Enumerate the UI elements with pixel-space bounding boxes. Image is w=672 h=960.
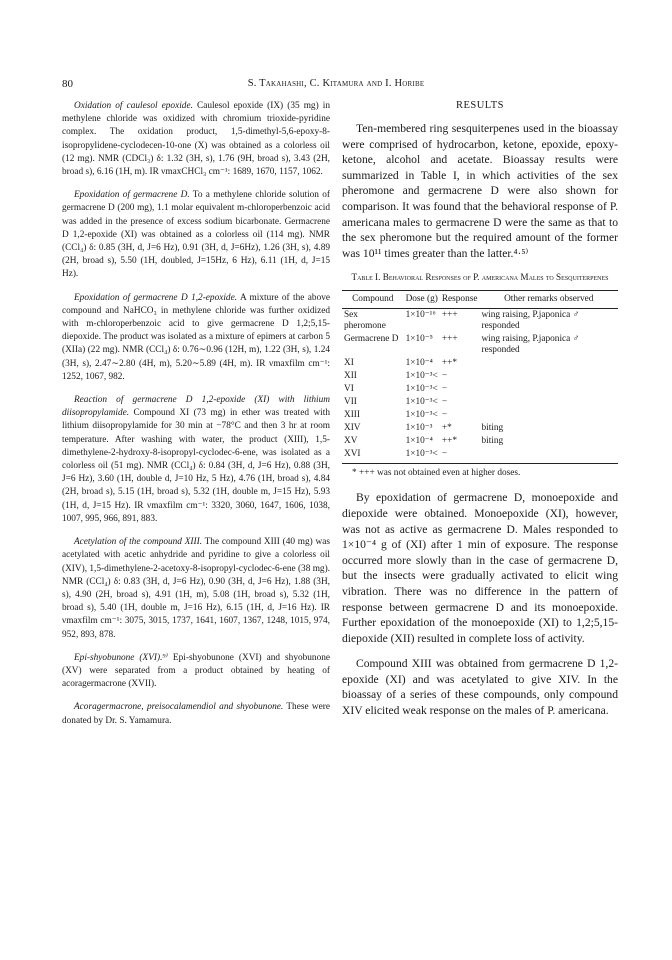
- cell-response: −: [441, 371, 448, 382]
- section-title-results: RESULTS: [455, 100, 505, 111]
- header-remarks: Other remarks observed: [479, 291, 618, 309]
- cell-compound: XV: [344, 436, 358, 447]
- paragraph-heading: Epoxidation of germacrene D.: [74, 190, 190, 201]
- behavioral-responses-table: [342, 290, 618, 464]
- paragraph-text: These were donated by Dr. S. Yamamura.: [62, 702, 330, 726]
- cell-remarks: [479, 409, 618, 422]
- cell-dose: 1×10⁻⁴: [405, 436, 433, 447]
- cell-compound: Sex pheromone: [344, 310, 386, 332]
- table-row: [342, 333, 618, 357]
- cell-response: −: [441, 410, 448, 421]
- cell-response: −: [441, 384, 448, 395]
- table-row: [342, 309, 618, 334]
- table-body: [342, 309, 618, 464]
- results-paragraph-compound-xiii: Compound XIII was obtained from germacrene D 1,2-epoxide (XI) and was acetylated to give XIV. In the bioassay of a series of these compounds, only compound XIV elicited weak response on the males of P. americana.: [342, 657, 618, 718]
- cell-response: +*: [441, 423, 452, 434]
- paragraph-heading: Epoxidation of germacrene D 1,2-epoxide.: [74, 292, 238, 303]
- cell-response: −: [440, 448, 480, 464]
- cell-response: ++*: [441, 436, 457, 447]
- cell-compound: XI: [344, 358, 354, 369]
- cell-response: +++: [441, 334, 458, 345]
- paragraph-text: To a methylene chloride solution of germacrene D (200 mg), 1.1 molar equivalent m-chloroperbenzoic acid was added in the presence of excess sodium bicarbonate. Germacrene D 1,2-epoxide (XI) was obtained as a colorless oil (114 mg). NMR (CCl₄) δ: 0.85 (3H, d, J=6 Hz), 0.91 (3H, d, J=6Hz), 1.26 (3H, s), 4.89 (2H, broad s), 5.50 (1H, doubled, J=15Hz, 6 Hz), 6.11 (1H, d, J=15 Hz).: [62, 190, 330, 280]
- paragraph-text: Caulesol epoxide (IX) (35 mg) in methylene chloride was oxidized with chromium trioxide-pyridine complex. The oxidation product, 1,5-dimethyl-5,6-epoxy-8-isopropylidene-cyclodecen-10-one (X) was obtained as a colorless oil (12 mg). NMR (CDCl₃) δ: 1.32 (3H, s), 1.76 (9H, broad s), 3.43 (2H, broad s), 6.16 (1H, m). IR νmaxCHCl₃ cm⁻¹: 1689, 1670, 1157, 1062.: [62, 101, 331, 178]
- table-row: [342, 396, 618, 409]
- paragraph-donated-compounds: [62, 701, 330, 727]
- paragraph-text: Epi-shyobunone (XVI) and shyobunone (XV) were separated from a product obtained by heating of acoragermacrone (XVII).: [62, 652, 330, 690]
- cell-remarks: wing raising, P.japonica ♂ responded: [481, 334, 580, 356]
- cell-dose: 1×10⁻³<: [405, 384, 438, 395]
- cell-compound: VII: [344, 397, 357, 408]
- paragraph-lda-reaction: [62, 394, 330, 526]
- cell-dose: 1×10⁻³<: [405, 410, 438, 421]
- header-compound: Compound: [342, 291, 404, 309]
- results-paragraph-epoxidation: By epoxidation of germacrene D, monoepoxide and diepoxide were obtained. Monoepoxide (XI), however, was not as active as germacrene D. Males responded to 1×10⁻⁴ g of (XI) after 1 min of exposure. The response occurred more slowly than in the case of germacrene D, but the insects were gradually activated to elicit wing vibration. There was no difference in the pattern of response between germacrene D and its monoepoxide. Further epoxidation of the monoepoxide (XI) to 1,2;5,15-diepoxide (XII) resulted in complete loss of activity.: [342, 491, 618, 645]
- page-number: 80: [62, 78, 73, 90]
- table-row: [342, 383, 618, 396]
- right-column: [342, 100, 618, 729]
- left-column: [62, 100, 330, 738]
- cell-remarks: [479, 383, 618, 396]
- paragraph-heading: Oxidation of caulesol epoxide.: [74, 101, 193, 111]
- cell-dose: 1×10⁻³<: [405, 371, 438, 382]
- table-row: [342, 422, 618, 435]
- cell-dose: 1×10⁻¹⁶: [405, 310, 436, 321]
- cell-compound: XII: [344, 371, 357, 382]
- paragraph-heading: Reaction of germacrene D 1,2-epoxide (XI) with lithium diisopropylamide.: [62, 395, 330, 419]
- table-row: [342, 409, 618, 422]
- paragraph-text: The compound XIII (40 mg) was acetylated with acetic anhydride and pyridine to give a colorless oil (XIV), 1,5-dimethylene-2-acetoxy-8-isopropyl-cyclodec-6-ene (38 mg). NMR (CCl₄) δ: 0.83 (3H, d, J=6 Hz), 0.90 (3H, d, J=6 Hz), 1.88 (3H, s), 4.90 (2H, broad s), 4.91 (1H, m), 5.08 (1H, broad s), 5.32 (1H, broad s), 5.40 (1H, double m, J=16 Hz), 6.15 (1H, d, J=16 Hz). IR νmaxfilm cm⁻¹: 3075, 3015, 1737, 1641, 1607, 1367, 1248, 1015, 974, 952, 893, 878.: [62, 537, 331, 640]
- header-dose: Dose (g): [404, 291, 440, 309]
- cell-remarks: biting: [481, 436, 504, 447]
- header-response: Response: [440, 291, 480, 309]
- cell-compound: Germacrene D: [344, 334, 399, 345]
- cell-remarks: [479, 448, 618, 464]
- cell-remarks: [479, 396, 618, 409]
- paragraph-epoxide-epoxidation: [62, 292, 330, 384]
- results-continued: [342, 490, 618, 718]
- cell-compound: XIV: [344, 423, 361, 434]
- cell-remarks: [479, 357, 618, 370]
- table-row: [342, 435, 618, 448]
- paragraph-heading: Acetylation of the compound XIII.: [74, 537, 203, 548]
- table-header-row: [342, 291, 618, 309]
- cell-remarks: wing raising, P.japonica ♂ responded: [481, 310, 580, 332]
- paragraph-text: Compound XI (73 mg) in ether was treated with lithium diisopropylamide for 30 min at −78°C and then 3 hr at room temperature. After washing with water, the product (XIII), 1,5-dimethylene-2-hydroxy-8-isopropyl-cyclodec-6-ene, was isolated as a colorless oil (51 mg). NMR (CCl₄) δ: 0.84 (3H, d, J=6 Hz), 0.88 (3H, J=6 Hz), 3.60 (1H, double d, J=10 Hz, 5 Hz), 4.76 (1H, broad s), 4.84 (2H, broad s), 5.15 (1H, broad s), 5.32 (1H, double m, J=15 Hz), 5.93 (1H, d, J=15 Hz). IR νmaxfilm cm⁻¹: 3320, 3060, 1647, 1606, 1038, 1007, 995, 966, 891, 883.: [62, 408, 330, 524]
- paragraph-epi-shyobunone: [62, 652, 330, 692]
- results-intro-paragraph: Ten-membered ring sesquiterpenes used in the bioassay were comprised of hydrocarbon, ketone, epoxide, epoxy-ketone, alcohol and acetate. Bioassay results were summarized in Table I, in which activities of the sex pheromone and germacrene D were also shown for comparison. It was found that the behavioral response of P. americana males to germacrene D were the same as that to the sex pheromone but the required amount of the former was 10¹¹ times greater than the latter.⁴·⁵⁾: [342, 122, 618, 260]
- paragraph-heading: Epi-shyobunone (XVI).⁹⁾: [74, 652, 168, 663]
- cell-response: +++: [441, 310, 458, 321]
- cell-dose: 1×10⁻³: [405, 423, 433, 434]
- table-row: [342, 357, 618, 370]
- cell-response: −: [441, 397, 448, 408]
- cell-remarks: [479, 370, 618, 383]
- table-row: [342, 448, 618, 464]
- paragraph-germacrene-epoxidation: [62, 189, 330, 281]
- paragraph-acetylation: [62, 536, 330, 642]
- cell-compound: XVI: [342, 448, 404, 464]
- table-caption: Table I. Behavioral Responses of P. americana Males to Sesquiterpenes: [351, 272, 609, 283]
- paragraph-heading: Acoragermacrone, preisocalamendiol and shyobunone.: [74, 702, 284, 713]
- table-footnote: * +++ was not obtained even at higher doses.: [352, 468, 521, 479]
- table-row: [342, 370, 618, 383]
- paragraph-caulesol-oxidation: [62, 100, 330, 179]
- cell-dose: 1×10⁻³<: [405, 397, 438, 408]
- cell-dose: 1×10⁻³<: [404, 448, 440, 464]
- cell-remarks: biting: [481, 423, 504, 434]
- cell-compound: XIII: [344, 410, 361, 421]
- cell-dose: 1×10⁻⁴: [405, 358, 433, 369]
- paragraph-text: A mixture of the above compound and NaHCO₃ in methylene chloride was further oxidized with m-chloroperbenzoic acid to give germacrene D 1,2;5,15-diepoxide. The product was isolated as a mixture of epimers at carbon 5 (XIIa) (22 mg). NMR (CCl₄) δ: 0.76∼0.96 (12H, m), 1.22 (3H, s), 1.24 (3H, s), 2.47∼2.80 (4H, m), 5.20∼5.89 (4H, m). IR νmaxfilm cm⁻¹: 1252, 1067, 982.: [62, 292, 330, 382]
- cell-dose: 1×10⁻⁵: [405, 334, 433, 345]
- cell-compound: VI: [344, 384, 354, 395]
- running-head: S. Takahashi, C. Kitamura and I. Horibe: [247, 78, 425, 89]
- cell-response: ++*: [441, 358, 457, 369]
